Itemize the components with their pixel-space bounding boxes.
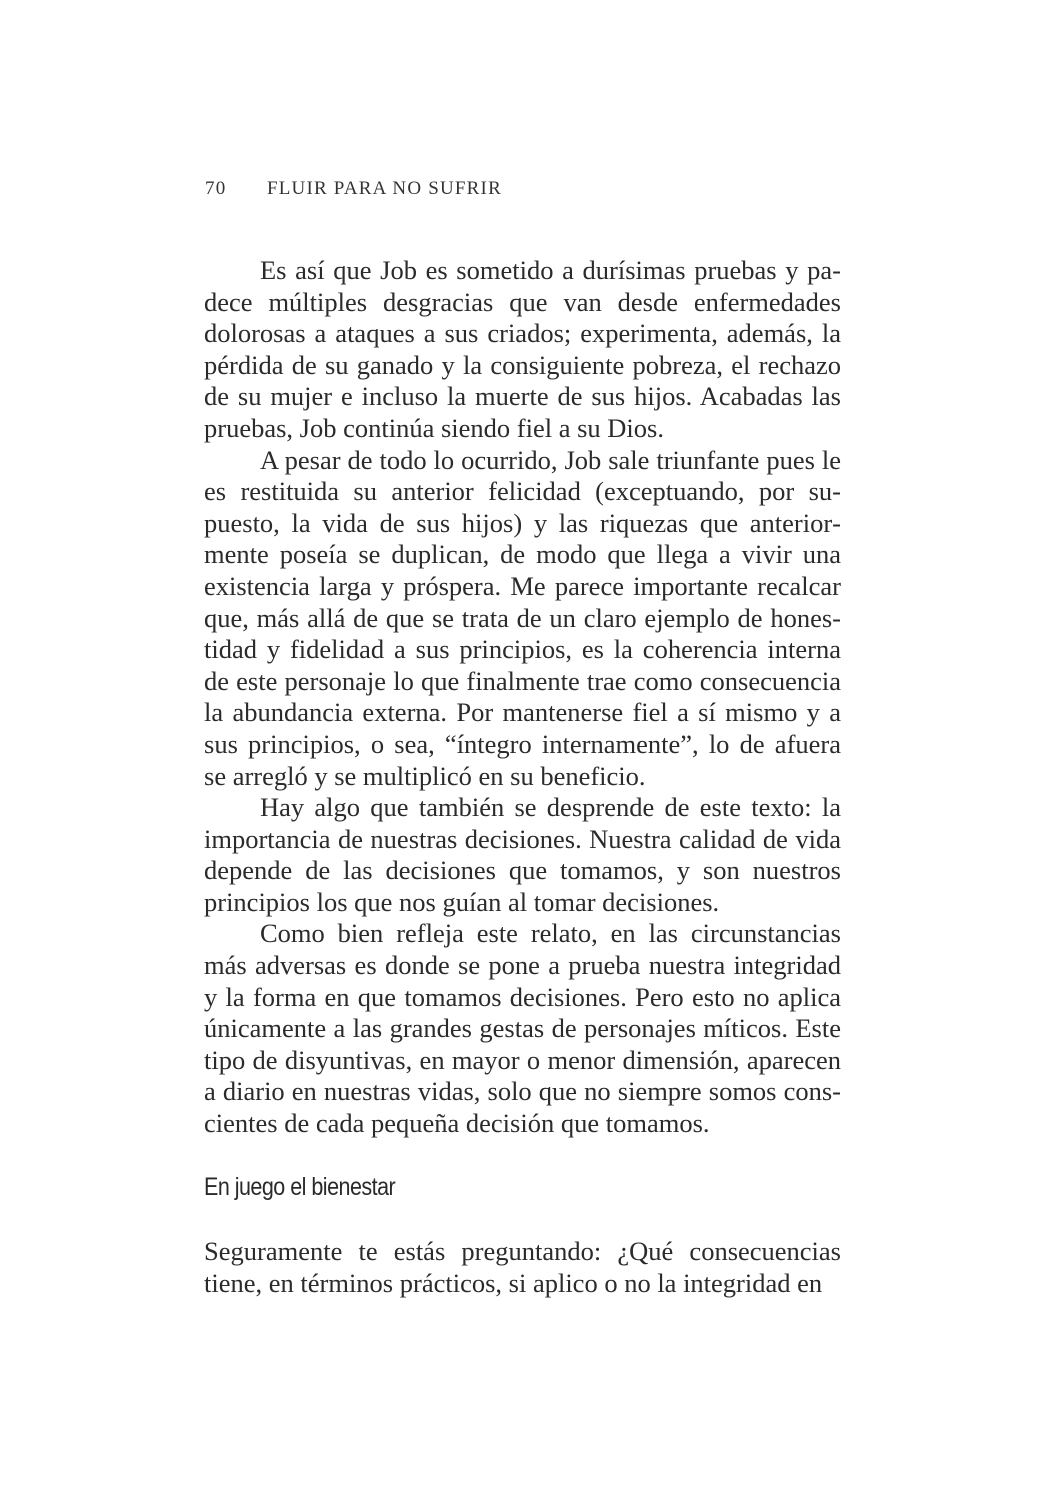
paragraph-1: Es así que Job es sometido a durísimas pruebas y padece múltiples desgracias que van desde enfermedades dolorosas a ataques a sus criados; experimenta, además, la pérdida de su ganado y la consiguiente pobreza, el rechazo de su mujer e incluso la muerte de sus hijos. Acabadas las pruebas, Job continúa siendo fiel a su Dios. xyxy=(204,255,841,443)
page-number: 70 xyxy=(205,178,227,199)
paragraph-3: Hay algo que también se desprende de este texto: la importancia de nuestras decisiones. Nuestra calidad de vida depende de las decisiones que tomamos, y son nuestros principios los que nos guían al tomar decisiones. xyxy=(204,792,841,917)
body-text xyxy=(204,255,841,1140)
running-head xyxy=(205,178,845,208)
section-text xyxy=(204,1236,841,1299)
section-heading: En juego el bienestar xyxy=(204,1173,396,1201)
paragraph-2: A pesar de todo lo ocurrido, Job sale triunfante pues le es restituida su anterior felicidad (exceptuando, por supuesto, la vida de sus hijos) y las riquezas que anteriormente poseía se duplican, de modo que llega a vivir una existencia larga y próspera. Me parece importante recalcar que, más allá de que se trata de un claro ejemplo de honestidad y fidelidad a sus principios, es la coherencia interna de este personaje lo que finalmente trae como consecuencia la abundancia externa. Por mantenerse fiel a sí mismo y a sus principios, o sea, “íntegro internamente”, lo de afuera se arregló y se multiplicó en su beneficio. xyxy=(204,444,841,791)
section-paragraph: Seguramente te estás preguntando: ¿Qué consecuencias tiene, en términos prácticos, si aplico o no la integridad en xyxy=(204,1236,841,1298)
book-title: FLUIR PARA NO SUFRIR xyxy=(266,178,502,199)
paragraph-4: Como bien refleja este relato, en las circunstancias más adversas es donde se pone a prueba nuestra integridad y la forma en que tomamos decisiones. Pero esto no aplica únicamente a las grandes gestas de personajes míticos. Este tipo de disyuntivas, en mayor o menor dimensión, aparecen a diario en nuestras vidas, solo que no siempre somos conscientes de cada pequeña decisión que tomamos. xyxy=(204,918,841,1139)
